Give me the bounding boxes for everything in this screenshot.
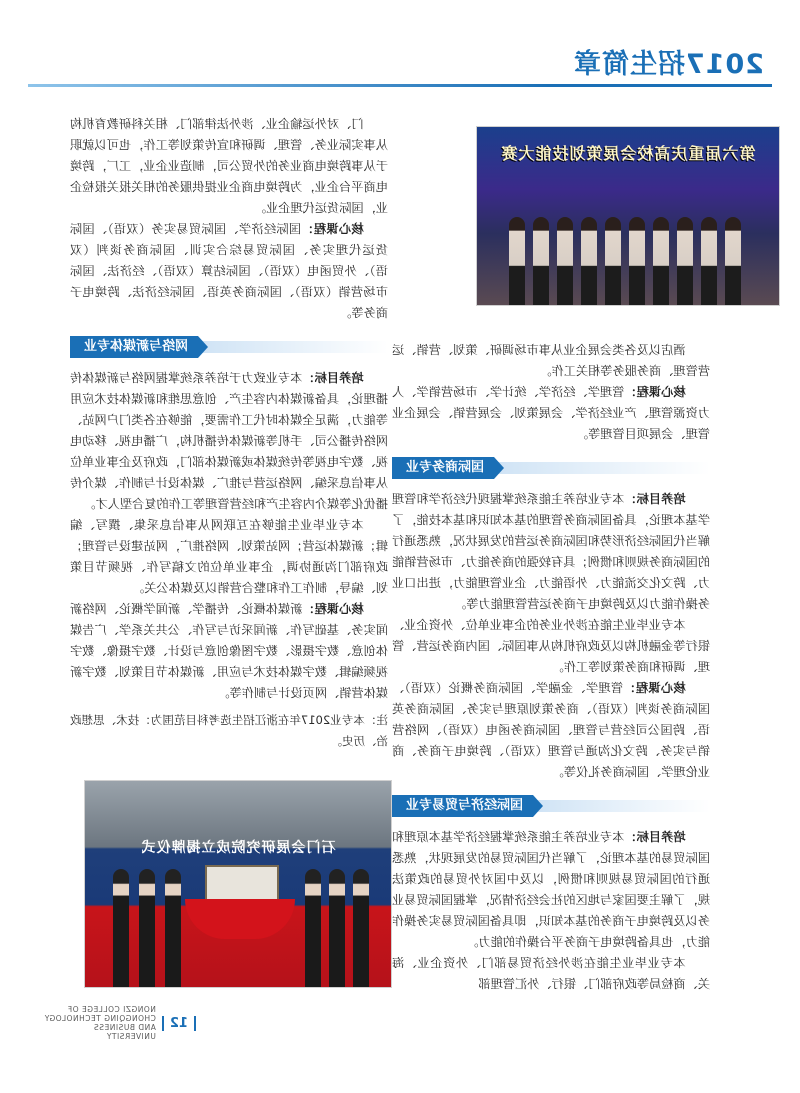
person	[329, 869, 345, 987]
new-media-note: 注：本专业2017年在浙江招生选考科目范围为：技术、思想政治、历史。	[70, 713, 388, 748]
intl-business-goal	[392, 489, 710, 615]
heading-bar	[494, 462, 710, 474]
heading-bar	[533, 800, 710, 812]
red-cloth	[185, 899, 295, 939]
person	[557, 217, 573, 305]
goal-label: 培养目标：	[302, 371, 364, 385]
new-media-employment: 本专业毕业生能够在互联网从事信息采集、撰写、编辑；新媒体运营；网站策划、网络推广，网站建设与管理；政府部门沟通协调，企事业单位的文稿写作、视频节目策划、编导，制作工作和整合营销以及媒体公关。	[70, 518, 388, 595]
person	[725, 217, 741, 305]
intl-business-employment: 本专业毕业生能在涉外业务的企事业单位、外资企业、银行等金融机构以及政府机构从事国际、国内商务运营、管理、调研和商务策划等工作。	[392, 618, 710, 674]
goal-text: 本专业培养主能系统掌握经济学基本原理和国际贸易的基本理论，了解当代国际贸易的发展现状，熟悉通行的国际贸易规则和惯例，以及中国对外贸易的政策法规，了解主要国家与地区的社会经济情况，掌握国际贸易业务以及跨境电子商务的基本知识，即具备国际贸易实务操作能力，也具备跨境电子商务平台操作的能力。	[391, 830, 710, 949]
page-title: 2017招生简章	[572, 49, 764, 80]
major-title: 国际商务专业	[392, 457, 494, 479]
header-rule	[28, 84, 772, 87]
goal-label: 培养目标：	[624, 830, 686, 844]
page-footer	[26, 1005, 196, 1041]
photo-banner: 石门会展研究院成立揭牌仪式	[140, 840, 336, 856]
person	[165, 869, 181, 987]
person	[509, 217, 525, 305]
major-heading-intl-trade	[392, 795, 710, 817]
core-course-label: 核心课程：	[302, 602, 364, 616]
goal-label: 培养目标：	[624, 492, 686, 506]
person	[305, 869, 321, 987]
major-title: 国际经济与贸易专业	[392, 795, 533, 817]
core-course-label: 核心课程：	[623, 681, 686, 695]
person	[113, 869, 129, 987]
new-media-goal	[70, 368, 388, 515]
left-intro-paragraph: 门、对外运输企业、涉外法律部门、相关科研教育机构从事实际业务、管理、调研和宣传策划等工作，也可以就职于从事跨境电商业务的外贸公司，制造业企业，工厂，跨境电商平台企业，为跨境电商企业提供服务的相关报关报检企业，国际货运代理企业。	[70, 117, 388, 215]
intl-business-core	[392, 678, 710, 783]
school-line: CHONGQING TECHNOLOGY AND BUSINESS	[44, 1014, 156, 1032]
person	[353, 869, 369, 987]
core-course-text: 国际经济学、国际贸易实务（双语）、国际货运代理实务、国际贸易综合实训、国际商务谈判（双语）、外贸函电（双语）、国际结算（双语）、经济法、国际市场营销（双语）、国际商务英语、国际经济法、跨境电子商务等。	[69, 222, 388, 320]
school-name	[26, 1005, 156, 1041]
major-heading-new-media	[70, 336, 388, 358]
person	[605, 217, 621, 305]
page-number: 12	[162, 1016, 196, 1031]
right-core-course	[392, 382, 710, 445]
left-core-course	[70, 219, 388, 324]
ceremony-photo	[84, 780, 392, 988]
school-line: UNIVERSITY	[106, 1032, 156, 1041]
core-course-label: 核心课程：	[301, 222, 364, 236]
goal-text: 本专业致力于培养系统掌握网络与新媒体传播理论，具备新媒体内容生产、创意思维和新媒体技术应用等能力，满足全媒体时代工作需要，能够在各类门户网站、网络传播公司、手机等新媒体传播机构，广播电视、移动电视、数字电视等传统媒体或新媒体部门，政府及企事业单位从事信息采编、网络运营与推广、媒体设计与制作、媒介传播优化等媒介内容生产和经营管理等工作的复合型人才。	[69, 371, 388, 511]
intl-trade-employment: 本专业毕业生能在涉外经济贸易部门、外资企业、海关、商检局等政府部门、银行、外汇管理部	[392, 956, 710, 991]
person	[653, 217, 669, 305]
left-column	[70, 114, 388, 752]
core-course-label: 核心课程：	[624, 385, 686, 399]
person	[629, 217, 645, 305]
core-course-text: 管理学、金融学、国际商务概论（双语）、国际商务谈判（双语）、商务策划原理与实务、国际商务英语、跨国公司经营与管理、国际商务函电（双语）、网络营销与实务、跨文化沟通与管理（双语）、跨境电子商务、商业伦理学、国际商务礼仪等。	[391, 681, 710, 779]
person	[139, 869, 155, 987]
right-column	[392, 340, 710, 995]
right-intro-paragraph: 酒店以及各类会展企业从事市场调研、策划、营销、运营管理、商务服务等相关工作。	[392, 343, 710, 378]
person	[701, 217, 717, 305]
intl-trade-goal	[392, 827, 710, 953]
person	[533, 217, 549, 305]
competition-photo	[476, 126, 780, 306]
major-heading-intl-business	[392, 457, 710, 479]
new-media-core	[70, 599, 388, 704]
school-line: NONGZI COLLEGE OF	[67, 1005, 156, 1014]
core-course-text: 新媒体概论、传播学、新闻学概论、网络新闻实务、基础写作、新闻采访与写作、公共关系学、广告媒体创意、数字摄影、数字图像创意与设计、数字摄像、数字视频编辑、数字媒体技术与应用、新媒体节目策划、数字新媒体营销、网页设计与制作等。	[69, 602, 388, 700]
major-title: 网络与新媒体专业	[70, 336, 198, 358]
person	[581, 217, 597, 305]
core-course-text: 管理学、经济学、统计学、市场营销学、人力资源管理、产业经济学、会展策划、会展营销、会展企业管理、会展项目管理等。	[391, 385, 710, 441]
heading-bar	[198, 341, 388, 353]
photo-banner: 第六届重庆高校会展策划技能大赛	[500, 144, 756, 163]
goal-text: 本专业培养主能系统掌握现代经济学和管理学基本理论，具备国际商务管理的基本知识和基本技能，了解当代国际经济形势和国际商务运营的发展状况，熟悉通行的国际商务规则和惯例；具有较强的商务能力、市场营销能力、跨文化交流能力、外语能力、企业管理能力，进出口业务操作能力以及跨境电子商务运营管理能力等。	[391, 492, 710, 611]
person	[677, 217, 693, 305]
